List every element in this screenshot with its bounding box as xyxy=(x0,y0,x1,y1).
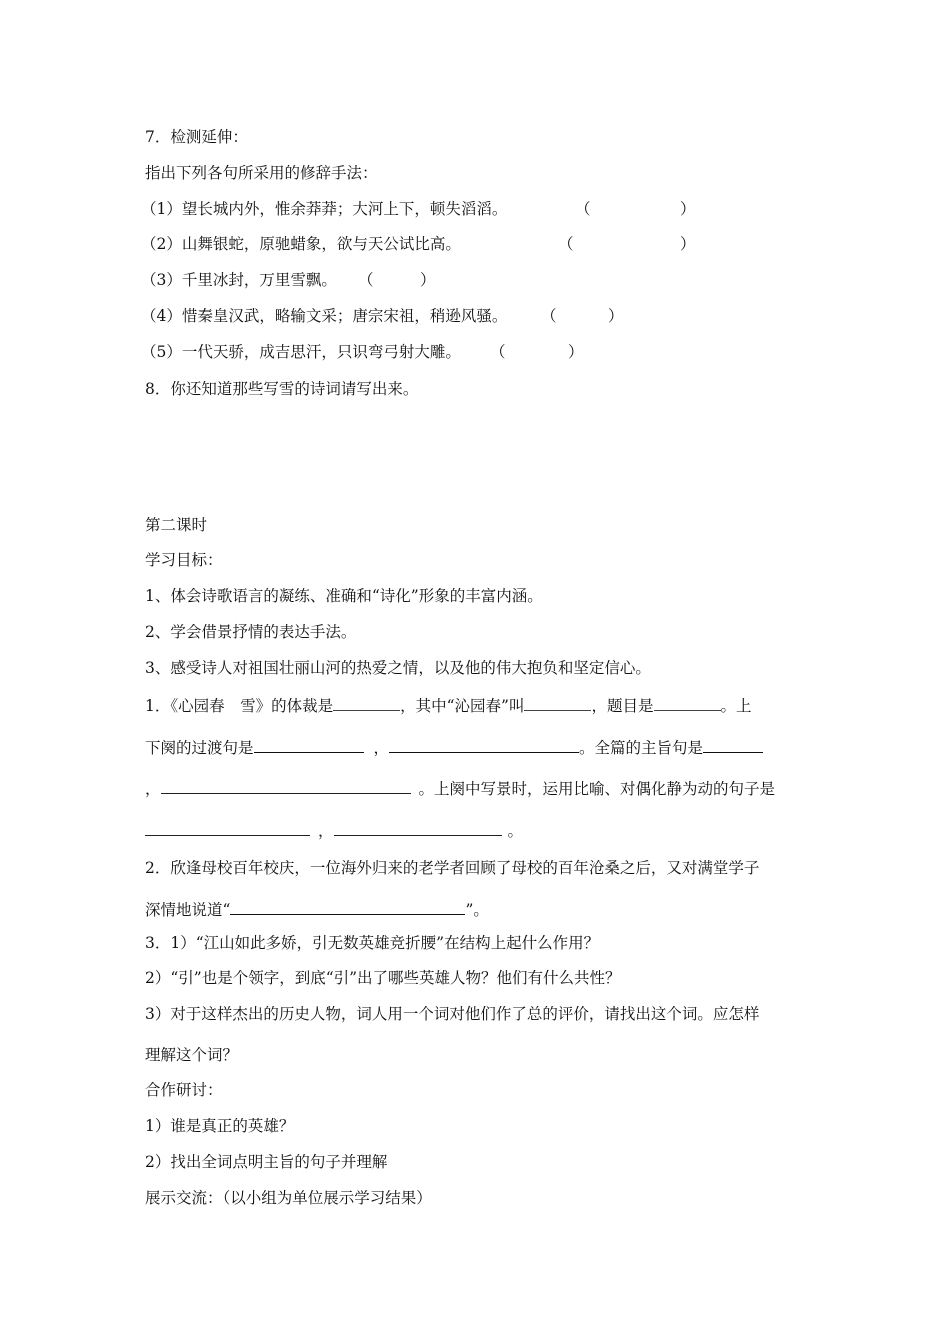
transition-blank-1[interactable] xyxy=(254,735,364,753)
answer-paren-open: （ xyxy=(575,200,591,218)
q1-line-3 xyxy=(145,776,775,800)
q2-line-2 xyxy=(145,897,489,921)
objective-3: 3、感受诗人对祖国壮丽山河的热爱之情，以及他的伟大抱负和坚定信心。 xyxy=(145,659,651,677)
display-exchange: 展示交流：（以小组为单位展示学习结果） xyxy=(145,1189,432,1207)
quote-blank[interactable] xyxy=(230,897,465,915)
objective-1: 1、体会诗歌语言的凝练、准确和“诗化”形象的丰富内涵。 xyxy=(145,587,543,605)
transition-blank-2[interactable] xyxy=(389,735,579,753)
q7-instruction: 指出下列各句所采用的修辞手法： xyxy=(145,164,378,182)
answer-paren-open: （ xyxy=(358,271,374,289)
objective-2: 2、学会借景抒情的表达手法。 xyxy=(145,623,357,641)
answer-paren-close: ） xyxy=(420,271,436,289)
q2-text-b: 深情地说道“ xyxy=(145,901,231,919)
theme-blank-1[interactable] xyxy=(703,735,763,753)
answer-paren-open: （ xyxy=(558,235,574,253)
answer-paren-close: ） xyxy=(680,235,696,253)
q1-text-d: 。上 xyxy=(720,697,752,715)
answer-paren-open: （ xyxy=(490,343,506,361)
q7-title: 7．检测延伸： xyxy=(145,128,248,146)
q1-line-1 xyxy=(145,693,752,717)
lesson-title: 第二课时 xyxy=(145,516,208,534)
q7-item-4: （4）惜秦皇汉武，略输文采；唐宗宋祖，稍逊风骚。 xyxy=(141,307,508,325)
metaphor-blank-2[interactable] xyxy=(334,818,502,836)
q1-text-k: 。 xyxy=(507,822,524,840)
q1-line-2 xyxy=(145,735,763,759)
q1-text-h: ， xyxy=(145,780,161,798)
q2-text-c: ”。 xyxy=(465,901,489,919)
answer-paren-close: ） xyxy=(608,307,624,325)
q1-text-g: 。全篇的主旨句是 xyxy=(579,739,704,757)
q1-text-a: 1．《心园春 雪》的体裁是 xyxy=(145,697,334,715)
tune-name-blank[interactable] xyxy=(524,693,591,711)
genre-blank[interactable] xyxy=(333,693,400,711)
cooperation-item-1: 1）谁是真正的英雄？ xyxy=(145,1117,295,1135)
cooperation-item-2: 2）找出全词点明主旨的句子并理解 xyxy=(145,1153,388,1171)
q3-line-2: 2）“引”也是个领字，到底“引”出了哪些英雄人物？他们有什么共性？ xyxy=(145,969,621,987)
q1-text-f: ， xyxy=(373,739,390,757)
answer-paren-open: （ xyxy=(541,307,557,325)
q1-text-e: 下阕的过渡句是 xyxy=(145,739,254,757)
q1-text-c: ，题目是 xyxy=(591,697,654,715)
q1-text-b: ，其中“沁园春”叫 xyxy=(400,697,525,715)
metaphor-blank-1[interactable] xyxy=(145,818,310,836)
q1-line-4 xyxy=(145,818,523,842)
q7-item-3: （3）千里冰封，万里雪飘。 xyxy=(141,271,337,289)
theme-blank-2[interactable] xyxy=(161,776,411,794)
q3-line-3: 3）对于这样杰出的历史人物，词人用一个词对他们作了总的评价，请找出这个词。应怎样 xyxy=(145,1005,760,1023)
answer-paren-close: ） xyxy=(680,200,696,218)
q8-question: 8．你还知道那些写雪的诗词请写出来。 xyxy=(145,380,419,398)
q7-item-1: （1）望长城内外，惟余莽莽；大河上下，顿失滔滔。 xyxy=(141,200,508,218)
objectives-title: 学习目标： xyxy=(145,551,223,569)
q3-line-4: 理解这个词？ xyxy=(145,1046,239,1064)
title-blank[interactable] xyxy=(654,693,721,711)
answer-paren-close: ） xyxy=(568,343,584,361)
q1-text-i: 。上阕中写景时，运用比喻、对偶化静为动的句子是 xyxy=(418,780,776,798)
q1-text-j: ， xyxy=(318,822,334,840)
cooperation-title: 合作研讨： xyxy=(145,1081,223,1099)
q7-item-2: （2）山舞银蛇，原驰蜡象，欲与天公试比高。 xyxy=(141,235,461,253)
q7-item-5: （5）一代天骄，成吉思汗，只识弯弓射大雕。 xyxy=(141,343,461,361)
q2-line-1: 2．欣逢母校百年校庆，一位海外归来的老学者回顾了母校的百年沧桑之后，又对满堂学子 xyxy=(145,859,760,877)
q3-line-1: 3．1）“江山如此多娇，引无数英雄竞折腰”在结构上起什么作用？ xyxy=(145,934,600,952)
